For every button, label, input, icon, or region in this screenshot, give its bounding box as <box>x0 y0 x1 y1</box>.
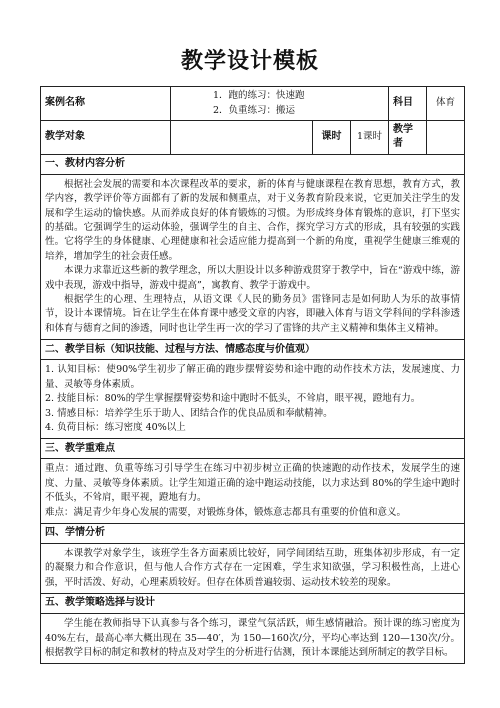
section-body-2 <box>41 360 465 439</box>
section-title-3: 三、教学重难点 <box>41 439 465 459</box>
section-body-3 <box>41 459 465 524</box>
section-body-4 <box>41 543 465 593</box>
s4-paragraph-1: 本课教学对象学生，该班学生各方面素质比较好，同学间团结互助，班集体初步形成，有一定的凝聚力和合作意识，但与他人合作方式存在一定困难，学生求知欲强，学习积极性高，上进心强，平时活泼、好动，心理素质较好。但存在体质普遍较弱、运动技术较差的现象。 <box>45 547 461 588</box>
section-title-4: 四、学情分析 <box>41 523 465 543</box>
teacher-label: 教学者 <box>389 121 427 155</box>
case-name-value <box>171 87 389 121</box>
s1-paragraph-2: 本课力求靠近这些新的教学理念，所以大胆设计以多种游戏贯穿于教学中，旨在“游戏中练，游戏中表现，游戏中指导，游戏中提高”，寓教育、教学于游戏中。 <box>45 265 461 291</box>
section-header-3 <box>41 439 465 459</box>
case-line-1: 1．跑的练习：快速跑 <box>213 90 305 102</box>
s2-item-1: 1. 认知目标：使90%学生初步了解正确的跑步摆臂姿势和途中跑的动作技术方法，发展速度、力量、灵敏等身体素质。 <box>45 364 461 390</box>
subject-value: 体育 <box>427 87 465 121</box>
section-header-4 <box>41 523 465 543</box>
s1-paragraph-3: 根据学生的心理、生理特点，从语文课《人民的勤务员》雷锋同志是如何助人为乐的故事情节，设计本课情境。旨在让学生在体育课中感受文章的内容，即融入体育与语文学科间的学科渗透和体育与德育之间的渗透，同时也让学生再一次的学习了雷锋的共产主义精神和集体主义精神。 <box>45 294 461 334</box>
target-value <box>171 121 313 155</box>
subject-label: 科目 <box>389 87 427 121</box>
case-line-2: 2．负重练习：搬运 <box>213 104 296 116</box>
section-title-5: 五、教学策略选择与设计 <box>41 594 465 614</box>
section-header-5 <box>41 594 465 614</box>
section-title-2: 二、教学目标（知识技能、过程与方法、情感态度与价值观） <box>41 340 465 360</box>
page-title: 教学设计模板 <box>180 49 319 74</box>
row-case-name <box>41 87 465 121</box>
case-name-label: 案例名称 <box>41 87 171 121</box>
section-title-1: 一、教材内容分析 <box>41 154 465 174</box>
row-target <box>41 121 465 155</box>
section-body-5 <box>41 614 465 664</box>
s5-paragraph-1: 学生能在教师指导下认真参与各个练习，课堂气氛活跃，师生感情融洽。预计课的练习密度为 40%左右，最高心率大概出现在 35—40′，为 150—160次/分，平均心率达到 120—130次/分。根据教学目标的制定和教材的特点及对学生的分析进行估测，预计本课能达到所制定的教学目标。 <box>45 618 461 658</box>
section-header-1 <box>41 154 465 174</box>
hours-value: 1课时 <box>351 121 389 155</box>
lesson-plan-table <box>40 86 465 664</box>
target-label: 教学对象 <box>41 121 171 155</box>
s2-item-2: 2. 技能目标：80%的学生掌握摆臂姿势和途中跑时不低头，不耸肩，眼平视，蹬地有力。 <box>45 393 421 405</box>
section-body-1 <box>41 174 465 339</box>
s3-paragraph-2: 难点：满足青少年身心发展的需要，对锻炼身体，锻炼意志都具有重要的价值和意义。 <box>45 506 407 518</box>
s2-item-3: 3. 情感目标：培养学生乐于助人、团结合作的优良品质和奉献精神。 <box>45 407 333 419</box>
hours-label: 课时 <box>313 121 351 155</box>
section-header-2 <box>41 340 465 360</box>
s1-paragraph-1: 根据社会发展的需要和本次课程改革的要求，新的体育与健康课程在教育思想，教育方式，教学内容，教学评价等方面都有了新的发展和侧重点，对于义务教育阶段来说，它更加关注学生的发展和学生运动的愉快感。从而养成良好的体育锻炼的习惯。为形成终身体育锻炼的意识，打下坚实的基础。它强调学生的运动体验，强调学生的自主、合作，探究学习方式的形成，具有较强的实践性。它将学生的身体健康、心理健康和社会适应能力提高到一个新的角度，重视学生健康三维观的培养，增加学生的社会责任感。 <box>45 178 461 262</box>
s2-item-4: 4. 负荷目标：练习密度 40%以上 <box>45 421 186 433</box>
s3-paragraph-1: 重点：通过跑、负重等练习引导学生在练习中初步树立正确的快速跑的动作技术，发展学生的速度、力量、灵敏等身体素质。让学生知道正确的途中跑运动技能，以力求达到 80%的学生途中跑时不低头，不耸肩，眼平视，蹬地有力。 <box>45 463 461 504</box>
teacher-value <box>427 121 465 155</box>
